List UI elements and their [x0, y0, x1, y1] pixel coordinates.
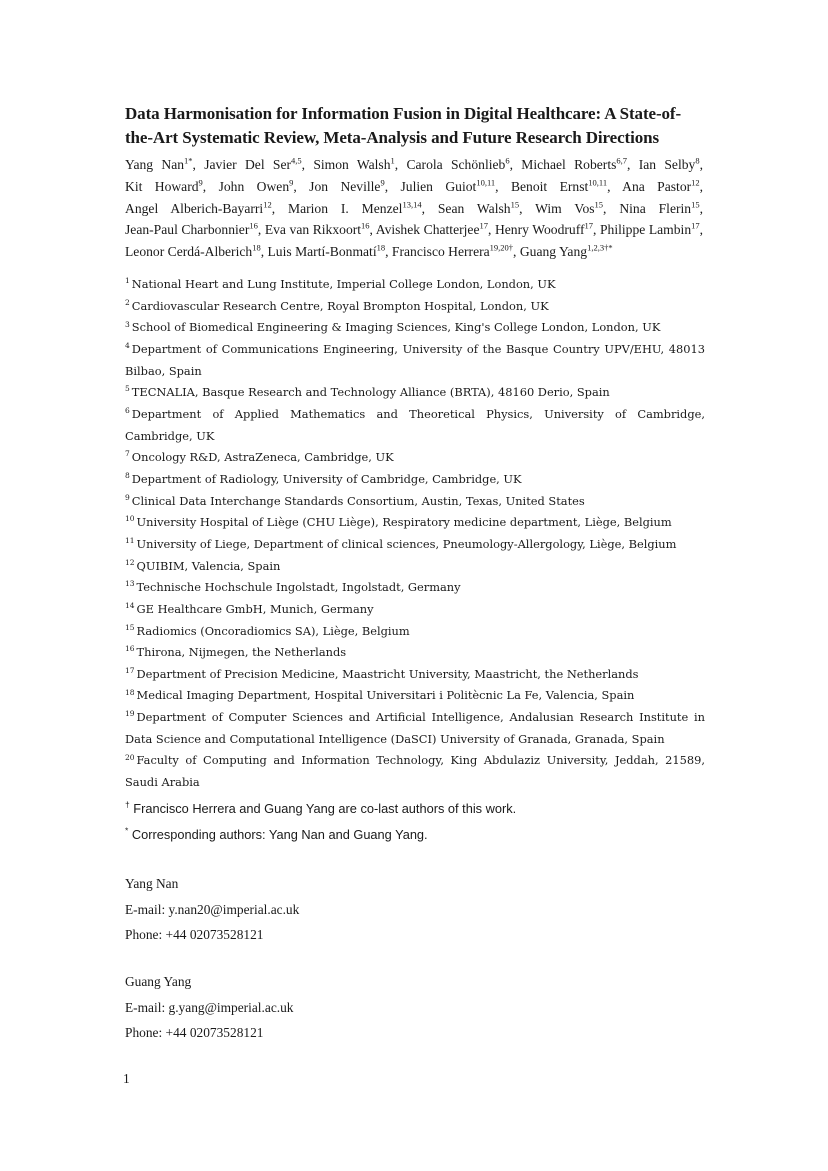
- author: [125, 222, 258, 237]
- author-affiliation-mark: 17: [691, 220, 700, 231]
- author-name: Wim Vos: [535, 200, 595, 216]
- paper-title: Data Harmonisation for Information Fusion in Digital Healthcare: A State-of-the-Art Systematic Review, Meta-Analysis and Future Research Directions: [125, 104, 682, 147]
- author-name: Avishek Chatterjee: [375, 222, 480, 238]
- affiliation-text: Department of Computer Sciences and Artificial Intelligence, Andalusian Research Institute in Data Science and Computational Intelligence (DaSCI) University of Granada, Granada, Spain: [125, 710, 705, 746]
- author-name: Philippe Lambin: [599, 222, 692, 238]
- affiliation-number: 15: [125, 622, 135, 632]
- author-affiliation-mark: 8: [695, 155, 700, 166]
- author-affiliation-mark: 6: [505, 155, 510, 166]
- affiliation-text: Oncology R&D, AstraZeneca, Cambridge, UK: [131, 450, 394, 465]
- author-affiliation-mark: 1*: [184, 155, 193, 166]
- author-affiliation-mark: 1: [390, 155, 395, 166]
- affiliation-item: [125, 339, 705, 382]
- author: [622, 179, 700, 194]
- affiliation-text: National Heart and Lung Institute, Imperial College London, London, UK: [131, 277, 556, 291]
- affiliation-number: 8: [125, 471, 130, 481]
- affiliation-item: [125, 469, 705, 491]
- author-affiliation-mark: 6,7: [616, 155, 628, 166]
- author: [125, 244, 261, 259]
- affiliation-item: [125, 447, 705, 469]
- affiliation-number: 14: [125, 601, 135, 611]
- note-mark: †: [125, 799, 130, 810]
- affiliation-number: 16: [125, 644, 135, 654]
- author-affiliation-mark: 4,5: [291, 155, 302, 166]
- author: [265, 222, 370, 237]
- note-text: Corresponding authors: Yang Nan and Guang Yang.: [131, 827, 428, 842]
- affiliation-item: [125, 707, 705, 750]
- author-name: Carola Schönlieb: [406, 157, 506, 172]
- affiliation-item: [125, 296, 705, 318]
- author-name: Simon Walsh: [313, 157, 391, 172]
- affiliation-number: 4: [125, 341, 130, 351]
- author-name: Michael Roberts: [521, 157, 617, 172]
- author: [288, 201, 422, 216]
- note-mark: *: [125, 825, 129, 836]
- author-notes: [125, 796, 705, 848]
- author-affiliation-mark: 12: [691, 177, 700, 188]
- affiliation-text: Department of Communications Engineering, University of the Basque Country UPV/EHU, 48013 Bilbao, Spain: [125, 341, 705, 378]
- affiliation-text: Medical Imaging Department, Hospital Universitari i Politècnic La Fe, Valencia, Spain: [136, 688, 635, 703]
- contact-email: E-mail: y.nan20@imperial.ac.uk: [125, 901, 300, 917]
- author-name: Marion I. Menzel: [287, 200, 403, 216]
- author: [125, 179, 203, 194]
- author: [511, 179, 607, 194]
- affiliation-text: University of Liege, Department of clinical sciences, Pneumology-Allergology, Liège, Belgium: [136, 536, 677, 551]
- affiliation-item: [125, 317, 705, 339]
- author-affiliation-mark: 16: [249, 220, 258, 231]
- affiliation-item: [125, 274, 705, 296]
- author: [600, 222, 700, 237]
- author: [401, 179, 496, 194]
- contact-phone: Phone: +44 02073528121: [125, 927, 264, 942]
- author: [392, 244, 513, 259]
- affiliation-number: 17: [125, 666, 135, 676]
- author-affiliation-mark: 9: [289, 177, 294, 188]
- contact-email: E-mail: g.yang@imperial.ac.uk: [125, 999, 294, 1015]
- author-affiliation-mark: 18: [376, 242, 386, 253]
- author-affiliation-mark: 1,2,3†*: [587, 242, 613, 253]
- author-name: Kit Howard: [125, 178, 199, 194]
- author-affiliation-mark: 9: [198, 177, 203, 188]
- affiliation-item: [125, 404, 705, 447]
- contact-name: Guang Yang: [125, 974, 192, 989]
- author: [619, 201, 699, 216]
- affiliation-number: 5: [125, 384, 130, 394]
- author-affiliation-mark: 15: [691, 199, 700, 210]
- author-name: Yang Nan: [125, 157, 185, 172]
- affiliation-text: Cardiovascular Research Centre, Royal Brompton Hospital, London, UK: [131, 298, 549, 313]
- affiliation-item: [125, 534, 705, 556]
- author-name: Javier Del Ser: [204, 157, 291, 172]
- affiliation-text: Department of Precision Medicine, Maastricht University, Maastricht, the Netherlands: [136, 666, 639, 681]
- author-affiliation-mark: 12: [263, 199, 272, 210]
- affiliation-number: 10: [125, 514, 135, 524]
- affiliation-item: [125, 599, 705, 621]
- author-name: Jean-Paul Charbonnier: [125, 222, 250, 238]
- author: [125, 157, 193, 172]
- affiliation-number: 11: [125, 536, 135, 546]
- affiliation-number: 7: [125, 449, 130, 459]
- author-name: Nina Flerin: [619, 200, 692, 216]
- author-affiliation-mark: 9: [380, 177, 385, 188]
- affiliation-number: 9: [125, 492, 130, 502]
- author: [406, 157, 509, 172]
- affiliation-item: [125, 491, 705, 513]
- author: [438, 201, 519, 216]
- author-name: Luis Martí-Bonmatí: [267, 244, 377, 260]
- author-affiliation-mark: 18: [252, 242, 261, 253]
- affiliation-text: Clinical Data Interchange Standards Consortium, Austin, Texas, United States: [131, 493, 585, 508]
- contact-block: [125, 969, 525, 1046]
- author-name: Guang Yang: [519, 244, 588, 260]
- affiliation-list: [125, 274, 705, 794]
- author-name: Eva van Rikxoort: [264, 222, 362, 238]
- contact-phone: Phone: +44 02073528121: [125, 1025, 264, 1040]
- author-affiliation-mark: 10,11: [476, 177, 496, 188]
- affiliation-number: 13: [125, 579, 135, 589]
- affiliation-item: [125, 577, 705, 599]
- author-name: Henry Woodruff: [494, 222, 585, 238]
- affiliation-number: 12: [125, 557, 135, 567]
- author: [535, 201, 603, 216]
- affiliation-text: Department of Radiology, University of Cambridge, Cambridge, UK: [131, 471, 522, 486]
- affiliation-text: Thirona, Nijmegen, the Netherlands: [136, 645, 347, 660]
- author: [309, 179, 385, 194]
- note-text: Francisco Herrera and Guang Yang are co-last authors of this work.: [133, 801, 517, 816]
- author: [268, 244, 386, 259]
- affiliation-item: [125, 556, 705, 578]
- affiliation-text: University Hospital of Liège (CHU Liège), Respiratory medicine department, Liège, Belgium: [136, 515, 672, 530]
- affiliation-number: 18: [125, 687, 135, 697]
- author: [125, 201, 272, 216]
- affiliation-text: Radiomics (Oncoradiomics SA), Liège, Belgium: [136, 623, 410, 638]
- contact-block: [125, 871, 525, 948]
- affiliation-text: GE Healthcare GmbH, Munich, Germany: [136, 601, 374, 616]
- affiliation-text: Department of Applied Mathematics and Theoretical Physics, University of Cambridge, Cambridge, UK: [125, 406, 705, 443]
- affiliation-text: Faculty of Computing and Information Technology, King Abdulaziz University, Jeddah, 21589, Saudi Arabia: [125, 753, 705, 790]
- author-note: [125, 822, 705, 848]
- author-name: John Owen: [218, 178, 290, 194]
- author-affiliation-mark: 15: [510, 199, 520, 210]
- author: [204, 157, 301, 172]
- affiliation-text: Technische Hochschule Ingolstadt, Ingolstadt, Germany: [136, 580, 461, 595]
- author-name: Angel Alberich-Bayarri: [125, 200, 264, 216]
- author: [376, 222, 488, 237]
- affiliation-item: [125, 382, 705, 404]
- author-name: Ana Pastor: [622, 178, 692, 194]
- affiliation-number: 6: [125, 406, 130, 416]
- page-number: 1: [123, 1071, 130, 1086]
- author: [219, 179, 294, 194]
- author: [520, 244, 613, 259]
- affiliation-number: 20: [125, 752, 135, 762]
- author-affiliation-mark: 15: [594, 199, 604, 210]
- author: [521, 157, 627, 172]
- affiliation-number: 19: [125, 709, 135, 719]
- author: [495, 222, 593, 237]
- affiliation-text: QUIBIM, Valencia, Spain: [136, 558, 281, 573]
- author-name: Leonor Cerdá-Alberich: [125, 244, 253, 260]
- author-affiliation-mark: 17: [584, 220, 593, 231]
- affiliation-item: [125, 750, 705, 793]
- author-affiliation-mark: 10,11: [588, 177, 608, 188]
- affiliation-number: 1: [125, 276, 130, 286]
- author: [639, 157, 700, 172]
- author-affiliation-mark: 16: [361, 220, 370, 231]
- author-affiliation-mark: 13,14: [402, 199, 422, 210]
- affiliation-item: [125, 512, 705, 534]
- author-note: [125, 796, 705, 822]
- author-list: Yang Nan$^{1*}$, Javier Del Ser$^{4,5}$, Simon Walsh$^1$, Carola Schönlieb$^6$, Michael Roberts$^{6,7}$, Ian Selby$^8$, Kit Howard$^9$, John Owen$^9$, Jon Neville$^9$, Julien Guiot$^{10,11}$, Benoit Ernst$^{10,11}$, Ana Pastor$^{12}$, Angel Alberich-Bayarri$^{12}$, Marion I. Menzel$^{13,14}$, Sean Walsh$^{15}$, Wim Vos$^{15}$, Nina Flerin$^{15}$, Jean-Paul Charbonnier$^{16}$, Eva van Rikxoort$^{16}$, Avishek Chatterjee$^{17}$, Henry Woodruff$^{17}$, Philippe Lambin$^{17}$, Leonor Cerdá-Alberich$^{18}$, Luis Martí-Bonmatí$^{18}$, Francisco Herrera$^{19,20\dagger}$, Guang Yang$^{1,2,3\dagger*}$: [125, 155, 704, 260]
- author-name: Sean Walsh: [437, 200, 511, 216]
- affiliation-number: 3: [125, 319, 130, 329]
- affiliation-item: [125, 685, 705, 707]
- contact-name: Yang Nan: [125, 876, 179, 891]
- affiliation-item: [125, 664, 705, 686]
- author-name: Ian Selby: [638, 157, 696, 172]
- author-name: Jon Neville: [309, 178, 381, 194]
- affiliation-text: School of Biomedical Engineering & Imaging Sciences, King's College London, London, UK: [131, 320, 661, 335]
- author: [313, 157, 394, 172]
- author-affiliation-mark: 19,20†: [489, 242, 514, 253]
- author-affiliation-mark: 17: [479, 220, 488, 231]
- affiliation-number: 2: [125, 297, 130, 307]
- affiliation-text: TECNALIA, Basque Research and Technology Alliance (BRTA), 48160 Derio, Spain: [131, 385, 610, 400]
- author-name: Benoit Ernst: [510, 178, 589, 194]
- affiliation-item: [125, 621, 705, 643]
- affiliation-item: [125, 642, 705, 664]
- author-name: Francisco Herrera: [391, 244, 490, 260]
- author-name: Julien Guiot: [400, 178, 477, 194]
